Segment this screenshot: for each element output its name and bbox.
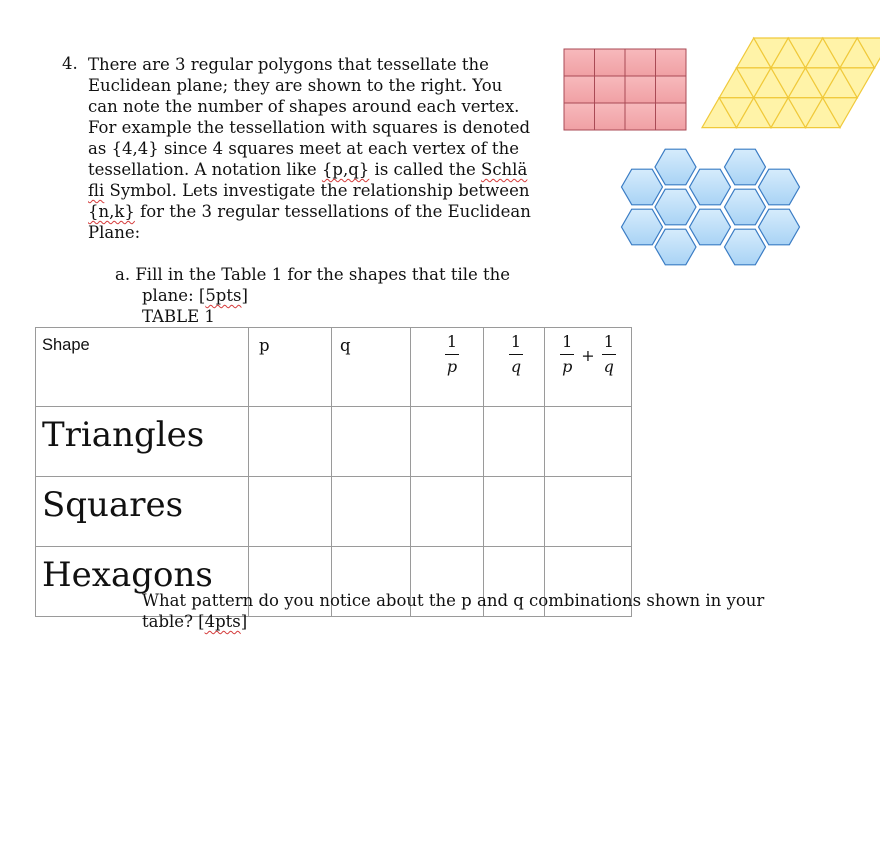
cell-inv-q[interactable] — [484, 407, 545, 477]
square-tile — [595, 103, 626, 130]
square-tile — [656, 49, 687, 76]
row-label-hexagons: Hexagons — [36, 547, 249, 617]
square-tile — [625, 49, 656, 76]
header-q: q — [332, 328, 411, 407]
cell-sum[interactable] — [545, 477, 632, 547]
question-line-6: tessellation. A notation like {p,q} is called the Schlä — [88, 160, 528, 179]
square-tile — [625, 103, 656, 130]
square-tile — [564, 49, 595, 76]
header-p: p — [249, 328, 332, 407]
table-row — [36, 407, 632, 477]
header-one-over-q: $\frac{1}{q}$ — [484, 328, 545, 407]
square-tile — [564, 103, 595, 130]
square-tessellation — [562, 47, 692, 137]
table-header-row — [36, 328, 632, 407]
cell-inv-p[interactable] — [411, 407, 484, 477]
header-shape: Shape — [36, 328, 249, 407]
part-a-points: 5pts — [205, 286, 242, 305]
question-number: 4. — [62, 54, 78, 73]
square-tile — [595, 76, 626, 103]
hexagon-tile — [759, 169, 800, 205]
row-label-squares: Squares — [36, 477, 249, 547]
question-line-3: can note the number of shapes around each vertex. — [88, 97, 520, 116]
question-line-7: fli Symbol. Lets investigate the relationship between — [88, 181, 530, 200]
question-line-2: Euclidean plane; they are shown to the right. You — [88, 76, 503, 95]
question-line-9: Plane: — [88, 223, 141, 242]
cell-inv-q[interactable] — [484, 477, 545, 547]
cell-inv-p[interactable] — [411, 477, 484, 547]
table-1 — [35, 327, 632, 617]
hexagon-tile — [725, 149, 766, 185]
row-label-triangles: Triangles — [36, 407, 249, 477]
question-line-4: For example the tessellation with squares is denoted — [88, 118, 531, 137]
cell-q[interactable] — [332, 407, 411, 477]
header-one-over-p: $\frac{1}{p}$ — [411, 328, 484, 407]
question-line-8: {n,k} for the 3 regular tessellations of the Euclidean — [88, 202, 531, 221]
pattern-points: 4pts — [204, 612, 241, 631]
nk-notation: {n,k} — [88, 202, 135, 221]
header-sum: $\frac{1}{p}$ + $\frac{1}{q}$ — [545, 328, 632, 407]
square-tile — [595, 49, 626, 76]
part-a-line2: plane: [5pts] — [142, 286, 248, 305]
cell-p[interactable] — [249, 477, 332, 547]
pattern-question — [142, 590, 764, 632]
part-a-line1: Fill in the Table 1 for the shapes that tile the — [135, 265, 511, 284]
hexagon-tile — [690, 169, 731, 205]
hexagon-tile — [655, 149, 696, 185]
schlafli-part2: fli — [88, 181, 105, 200]
hexagon-tile — [622, 169, 663, 205]
schlafli-part1: Schlä — [481, 160, 528, 179]
pq-notation: {p,q} — [321, 160, 370, 179]
part-a — [115, 264, 510, 327]
pattern-question-line2: table? [4pts] — [142, 612, 248, 631]
pattern-question-line1: What pattern do you notice about the p and q combinations shown in your — [142, 591, 765, 610]
cell-q[interactable] — [332, 477, 411, 547]
hexagon-tile — [725, 189, 766, 225]
square-tile — [656, 103, 687, 130]
question-text — [88, 54, 558, 243]
square-tile — [656, 76, 687, 103]
hexagon-tile — [655, 229, 696, 265]
square-tile — [564, 76, 595, 103]
square-tile — [625, 76, 656, 103]
hexagon-tile — [725, 229, 766, 265]
triangle-tessellation — [700, 36, 880, 136]
hexagon-tile — [759, 209, 800, 245]
question-line-1: There are 3 regular polygons that tessellate the — [88, 55, 489, 74]
table-caption: TABLE 1 — [142, 307, 215, 326]
cell-sum[interactable] — [545, 407, 632, 477]
question-line-5: as {4,4} since 4 squares meet at each vertex of the — [88, 139, 519, 158]
part-a-letter: a. — [115, 265, 131, 284]
hexagon-tile — [655, 189, 696, 225]
hexagon-tessellation — [618, 143, 808, 268]
hexagon-tile — [622, 209, 663, 245]
cell-p[interactable] — [249, 407, 332, 477]
table-row — [36, 477, 632, 547]
hexagon-tile — [690, 209, 731, 245]
